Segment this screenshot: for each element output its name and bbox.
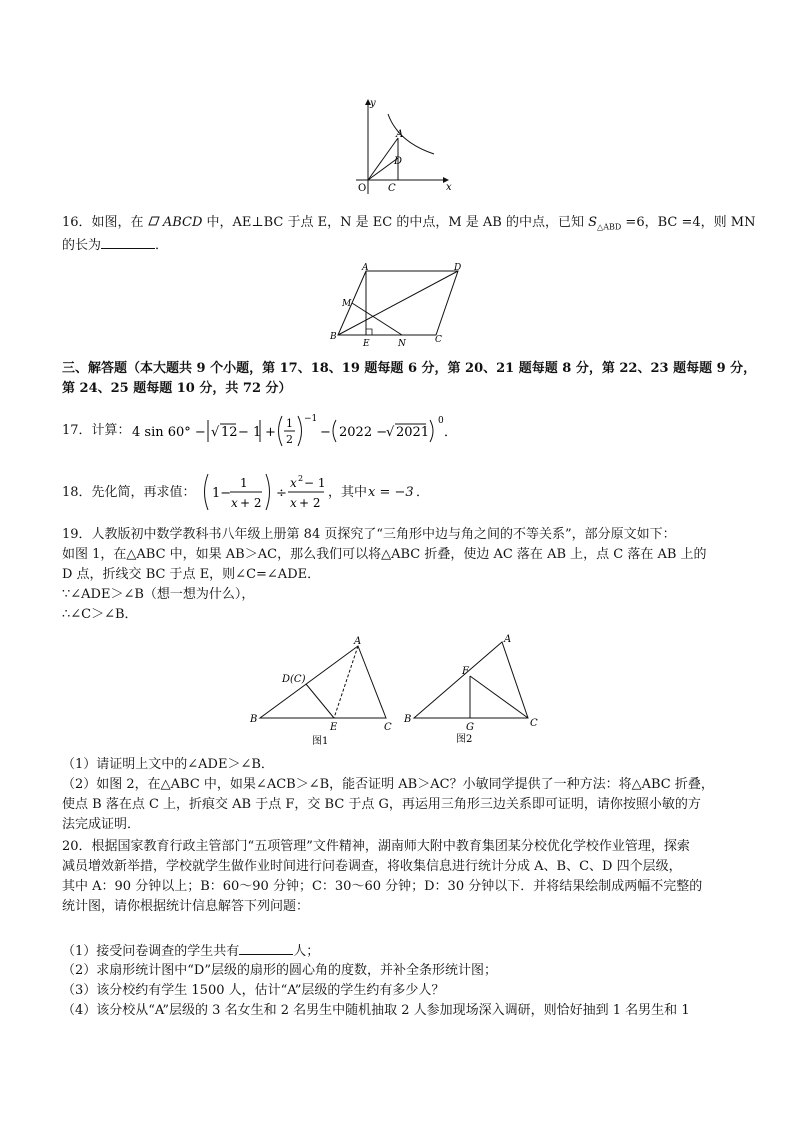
q16-text-c: 中，AE⊥BC 于点 E，N 是 EC 的中点，M 是 AB 的中点，已知 (206, 215, 584, 230)
para-point-a: A (362, 263, 369, 273)
q19-part2-line2: 使点 B 落在点 C 上，折痕交 AB 于点 F，交 BC 于点 G，再运用三角形三边关系即可证明，请你按照小敏的方 (62, 797, 701, 812)
q20-part1-text: （1）接受问卷调查的学生共有 (62, 944, 240, 959)
svg-text:√: √ (386, 425, 395, 440)
fig2-point-c: C (530, 718, 538, 729)
graph-x-label: x (446, 182, 452, 193)
q20-part3: （3）该分校约有学生 1500 人，估计“A”层级的学生约有多少人？ (62, 983, 445, 998)
para-point-e: E (363, 339, 370, 349)
q18-tail: ，其中 (328, 485, 368, 500)
para-point-d: D (454, 263, 462, 273)
q20-part4: （4）该分校从“A”层级的 3 名女生和 2 名男生中随机抽取 2 人参加现场深入调研，则恰好抽到 1 名男生和 1 (62, 1003, 690, 1018)
q18: 18．先化简，再求值： 1− 1 x + 2 ÷ x 2 − 1 x + 2 ，其中 x = −3 ． (62, 470, 742, 514)
fig1-caption: 图1 (312, 736, 329, 747)
q19-line3: D 点，折线交 BC 于点 E，则∠C=∠ADE． (62, 567, 321, 582)
section-3-header-line1: 三、解答题（本大题共 9 个小题，第 17、18、19 题每题 6 分，第 20、21 题每题 8 分，第 22、23 题每题 9 分， (62, 361, 757, 376)
q19-line1: 19．人教版初中数学教科书八年级上册第 84 页探究了“三角形中边与角之间的不等关系”，部分原文如下： (62, 527, 676, 542)
q16-s: S (588, 215, 598, 230)
svg-text:0: 0 (438, 416, 444, 426)
svg-text:x: x (290, 496, 297, 510)
fig2-point-a: A (504, 634, 512, 645)
figure-2 (400, 630, 550, 748)
figure-graph-15 (340, 94, 460, 198)
q19-part2-line1: （2）如图 2，在△ABC 中，如果∠ACB＞∠B，能否证明 AB＞AC？小敏同学提供了一种方法：将△ABC 折叠， (62, 777, 714, 792)
q20-line1: 20．根据国家教育行政主管部门“五项管理”文件精神，湖南师大附中教育集团某分校优化学校作业管理，探索 (62, 839, 690, 854)
svg-text:1−: 1− (212, 486, 232, 501)
q17-label: 17．计算： (62, 423, 131, 438)
svg-text:．: ． (444, 425, 458, 440)
svg-text:2: 2 (286, 433, 293, 446)
q16-answer-blank[interactable] (101, 236, 155, 249)
q20-part1-tail: 人； (293, 944, 320, 959)
q18-value: x = −3 (368, 485, 414, 500)
graph-y-label: y (370, 98, 376, 109)
fig1-point-b: B (250, 714, 258, 725)
q19-line2: 如图 1，在△ABC 中，如果 AB＞AC，那么我们可以将△ABC 折叠，使边 AC 落在 AB 上，点 C 落在 AB 上的 (62, 547, 707, 562)
fig2-point-g: G (466, 722, 474, 733)
fig2-point-f: F (462, 666, 469, 677)
svg-text:−1: −1 (304, 414, 318, 424)
svg-text:4 sin 60° −: 4 sin 60° − (132, 425, 206, 440)
q20-part2: （2）求扇形统计图中“D”层级的扇形的圆心角的度数，并补全条形统计图； (62, 963, 497, 978)
para-point-c: C (435, 335, 442, 345)
svg-text:÷: ÷ (276, 486, 287, 501)
q17 (62, 412, 742, 450)
graph-point-c: C (388, 183, 396, 194)
figure-parallelogram-16 (326, 260, 476, 348)
q19-line5: ∴∠C＞∠B． (62, 607, 138, 622)
svg-text:x: x (290, 476, 297, 490)
fig1-point-c: C (384, 722, 392, 733)
svg-text:1: 1 (286, 417, 293, 430)
fig1-point-a: A (354, 636, 362, 647)
svg-text:1: 1 (240, 476, 248, 490)
q19-part2-line3: 法完成证明． (62, 817, 141, 832)
svg-text:−: − (320, 425, 331, 440)
q16-abcd: ABCD (162, 215, 203, 230)
graph-point-d: D (394, 156, 403, 167)
parallelogram-symbol (149, 217, 158, 226)
svg-text:x: x (231, 496, 238, 510)
para-point-b: B (330, 332, 337, 342)
q20-line4: 统计图，请你根据统计信息解答下列问题： (62, 899, 310, 914)
svg-text:12: 12 (221, 425, 238, 440)
q16-text-a: 16．如图，在 (62, 215, 144, 230)
fig1-point-e: E (330, 722, 338, 733)
section-3-header-line2: 第 24、25 题每题 10 分，共 72 分） (62, 381, 292, 396)
fig2-point-b: B (404, 714, 412, 725)
graph-origin-label: O (358, 183, 367, 194)
q16-line1 (62, 214, 756, 237)
figure-1 (248, 634, 398, 750)
q16-text-d: =6，BC =4，则 MN (625, 215, 756, 230)
para-point-m: M (342, 299, 352, 309)
q18-label: 18．先化简，再求值： (62, 485, 196, 500)
q17-expression (132, 412, 458, 450)
q16-sub: △ABD (597, 222, 622, 232)
q20-part1 (62, 942, 742, 961)
svg-text:− 1: − 1 (304, 476, 326, 490)
q20-answer-blank[interactable] (239, 942, 293, 955)
q20-line2: 减员增效新举措，学校就学生做作业时间进行问卷调查，将收集信息进行统计分成 A、B、C、D 四个层级， (62, 859, 682, 874)
svg-text:√: √ (211, 425, 220, 440)
svg-text:+: + (265, 425, 276, 440)
svg-text:2: 2 (298, 474, 304, 483)
para-point-n: N (398, 339, 406, 349)
svg-text:2021: 2021 (396, 425, 430, 440)
q16-line2-text: 的长为 (62, 238, 102, 253)
q16-line2: 的长为 ． (62, 238, 169, 253)
svg-text:+ 2: + 2 (299, 496, 321, 510)
q19-part1: （1）请证明上文中的∠ADE＞∠B． (62, 757, 274, 772)
svg-text:2022 −: 2022 − (339, 425, 388, 440)
q19-line4: ∵∠ADE＞∠B（想一想为什么）， (62, 587, 255, 602)
fig2-caption: 图2 (456, 734, 473, 745)
graph-point-a: A (396, 129, 404, 140)
svg-text:− 1: − 1 (238, 425, 262, 440)
q20-line3: 其中 A：90 分钟以上；B：60～90 分钟；C：30～60 分钟；D：30 分钟以下．并将结果绘制成两幅不完整的 (62, 879, 703, 894)
fig1-point-dc: D(C) (282, 674, 306, 685)
svg-text:+ 2: + 2 (240, 496, 262, 510)
